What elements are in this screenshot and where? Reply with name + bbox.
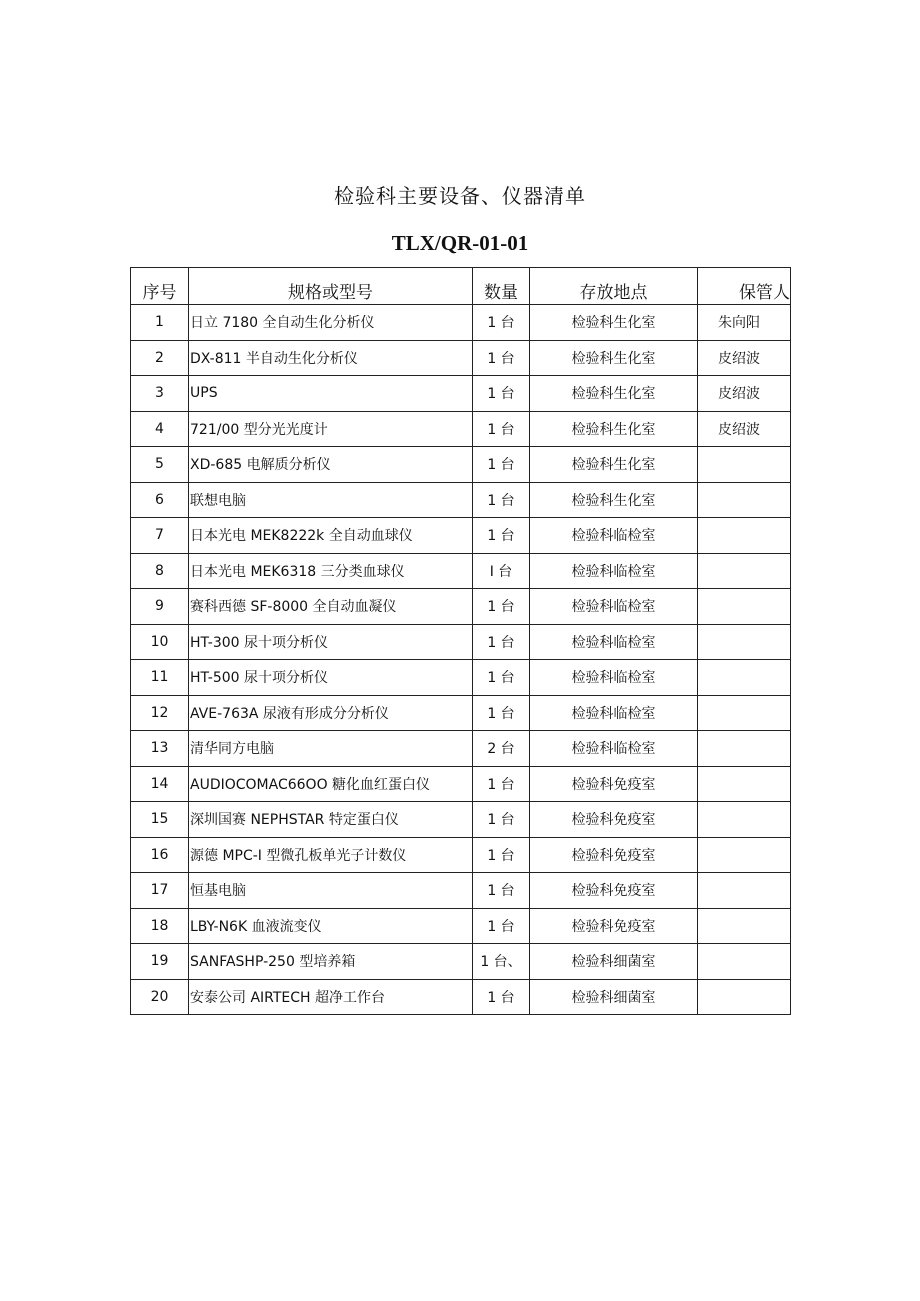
row-no-cell: 4	[131, 411, 189, 447]
row-model-cell: 源德 MPC-I 型微孔板单光子计数仪	[189, 837, 473, 873]
row-location-cell: 检验科免疫室	[530, 766, 698, 802]
row-no-cell: 20	[131, 979, 189, 1015]
table-row	[131, 447, 791, 483]
row-model-cell: 恒基电脑	[189, 873, 473, 909]
row-no-cell: 15	[131, 802, 189, 838]
row-no-cell: 5	[131, 447, 189, 483]
row-no-cell: 14	[131, 766, 189, 802]
row-qty-cell: 1 台	[473, 482, 530, 518]
row-location-cell: 检验科临检室	[530, 553, 698, 589]
row-keeper-cell	[698, 802, 791, 838]
row-qty-cell: 1 台	[473, 908, 530, 944]
table-row	[131, 624, 791, 660]
row-qty-cell: 1 台	[473, 305, 530, 341]
table-row	[131, 589, 791, 625]
row-qty-cell: 1 台	[473, 837, 530, 873]
row-location-cell: 检验科免疫室	[530, 873, 698, 909]
row-qty-cell: 1 台	[473, 802, 530, 838]
header-keeper: 保管人	[698, 268, 791, 305]
row-keeper-cell	[698, 873, 791, 909]
row-location-cell: 检验科生化室	[530, 340, 698, 376]
table-row	[131, 944, 791, 980]
row-qty-cell: 1 台	[473, 376, 530, 412]
row-model-cell: XD-685 电解质分析仪	[189, 447, 473, 483]
row-model-cell: LBY-N6K 血液流变仪	[189, 908, 473, 944]
header-location: 存放地点	[530, 268, 698, 305]
header-qty: 数量	[473, 268, 530, 305]
row-keeper-cell: 皮绍波	[698, 411, 791, 447]
row-keeper-cell	[698, 837, 791, 873]
row-keeper-cell	[698, 944, 791, 980]
row-model-cell: 清华同方电脑	[189, 731, 473, 767]
document-code: TLX/QR-01-01	[391, 231, 529, 255]
row-model-cell: HT-500 尿十项分析仪	[189, 660, 473, 696]
row-qty-cell: 1 台	[473, 447, 530, 483]
row-qty-cell: 1 台	[473, 624, 530, 660]
table-row	[131, 482, 791, 518]
row-keeper-cell	[698, 979, 791, 1015]
row-keeper-cell	[698, 731, 791, 767]
row-no-cell: 19	[131, 944, 189, 980]
row-no-cell: 1	[131, 305, 189, 341]
row-model-cell: AVE-763A 尿液有形成分分析仪	[189, 695, 473, 731]
row-qty-cell: I 台	[473, 553, 530, 589]
table-row	[131, 908, 791, 944]
header-model: 规格或型号	[189, 268, 473, 305]
row-no-cell: 7	[131, 518, 189, 554]
table-row	[131, 518, 791, 554]
row-keeper-cell: 皮绍波	[698, 340, 791, 376]
row-no-cell: 17	[131, 873, 189, 909]
row-keeper-cell	[698, 518, 791, 554]
row-model-cell: 赛科西德 SF-8000 全自动血凝仪	[189, 589, 473, 625]
table-row	[131, 837, 791, 873]
row-model-cell: 日立 7180 全自动生化分析仪	[189, 305, 473, 341]
row-keeper-cell	[698, 553, 791, 589]
row-keeper-cell	[698, 660, 791, 696]
row-keeper-cell	[698, 482, 791, 518]
row-no-cell: 6	[131, 482, 189, 518]
row-qty-cell: 1 台	[473, 873, 530, 909]
row-qty-cell: 1 台	[473, 766, 530, 802]
row-keeper-cell: 朱向阳	[698, 305, 791, 341]
row-location-cell: 检验科临检室	[530, 660, 698, 696]
row-location-cell: 检验科免疫室	[530, 837, 698, 873]
table-body	[131, 305, 791, 1015]
row-location-cell: 检验科免疫室	[530, 802, 698, 838]
row-no-cell: 11	[131, 660, 189, 696]
row-no-cell: 9	[131, 589, 189, 625]
row-keeper-cell	[698, 695, 791, 731]
row-location-cell: 检验科临检室	[530, 731, 698, 767]
row-no-cell: 12	[131, 695, 189, 731]
row-model-cell: DX-811 半自动生化分析仪	[189, 340, 473, 376]
table-header-row	[131, 268, 791, 305]
document-title: 检验科主要设备、仪器清单	[334, 184, 586, 208]
equipment-table	[130, 267, 791, 1015]
row-no-cell: 13	[131, 731, 189, 767]
row-model-cell: HT-300 尿十项分析仪	[189, 624, 473, 660]
header-no: 序号	[131, 268, 189, 305]
row-model-cell: UPS	[189, 376, 473, 412]
table-row	[131, 802, 791, 838]
table-row	[131, 305, 791, 341]
row-qty-cell: 2 台	[473, 731, 530, 767]
row-model-cell: 深圳国赛 NEPHSTAR 特定蛋白仪	[189, 802, 473, 838]
row-no-cell: 16	[131, 837, 189, 873]
row-model-cell: 安泰公司 AIRTECH 超净工作台	[189, 979, 473, 1015]
row-no-cell: 18	[131, 908, 189, 944]
table-row	[131, 766, 791, 802]
row-keeper-cell	[698, 766, 791, 802]
table-row	[131, 873, 791, 909]
row-no-cell: 2	[131, 340, 189, 376]
table-row	[131, 376, 791, 412]
row-keeper-cell	[698, 589, 791, 625]
row-location-cell: 检验科生化室	[530, 447, 698, 483]
row-model-cell: AUDIOCOMAC66OO 糖化血红蛋白仪	[189, 766, 473, 802]
row-location-cell: 检验科临检室	[530, 518, 698, 554]
row-keeper-cell	[698, 624, 791, 660]
row-model-cell: 日本光电 MEK6318 三分类血球仪	[189, 553, 473, 589]
row-location-cell: 检验科临检室	[530, 695, 698, 731]
row-qty-cell: 1 台	[473, 340, 530, 376]
row-location-cell: 检验科细菌室	[530, 979, 698, 1015]
row-location-cell: 检验科生化室	[530, 305, 698, 341]
row-qty-cell: 1 台	[473, 518, 530, 554]
table-row	[131, 340, 791, 376]
row-location-cell: 检验科生化室	[530, 482, 698, 518]
row-keeper-cell	[698, 447, 791, 483]
row-location-cell: 检验科生化室	[530, 411, 698, 447]
table-row	[131, 660, 791, 696]
table-row	[131, 411, 791, 447]
row-location-cell: 检验科细菌室	[530, 944, 698, 980]
row-no-cell: 10	[131, 624, 189, 660]
row-no-cell: 8	[131, 553, 189, 589]
row-qty-cell: 1 台	[473, 660, 530, 696]
table-row	[131, 979, 791, 1015]
row-location-cell: 检验科临检室	[530, 589, 698, 625]
row-model-cell: 联想电脑	[189, 482, 473, 518]
row-qty-cell: 1 台	[473, 695, 530, 731]
row-keeper-cell	[698, 908, 791, 944]
table-row	[131, 695, 791, 731]
row-no-cell: 3	[131, 376, 189, 412]
row-qty-cell: 1 台	[473, 979, 530, 1015]
row-keeper-cell: 皮绍波	[698, 376, 791, 412]
table-row	[131, 731, 791, 767]
table-row	[131, 553, 791, 589]
row-model-cell: 721/00 型分光光度计	[189, 411, 473, 447]
row-qty-cell: 1 台	[473, 411, 530, 447]
row-qty-cell: 1 台	[473, 589, 530, 625]
row-model-cell: 日本光电 MEK8222k 全自动血球仪	[189, 518, 473, 554]
row-qty-cell: 1 台、	[473, 944, 530, 980]
row-location-cell: 检验科免疫室	[530, 908, 698, 944]
row-location-cell: 检验科生化室	[530, 376, 698, 412]
row-model-cell: SANFASHP-250 型培养箱	[189, 944, 473, 980]
row-location-cell: 检验科临检室	[530, 624, 698, 660]
